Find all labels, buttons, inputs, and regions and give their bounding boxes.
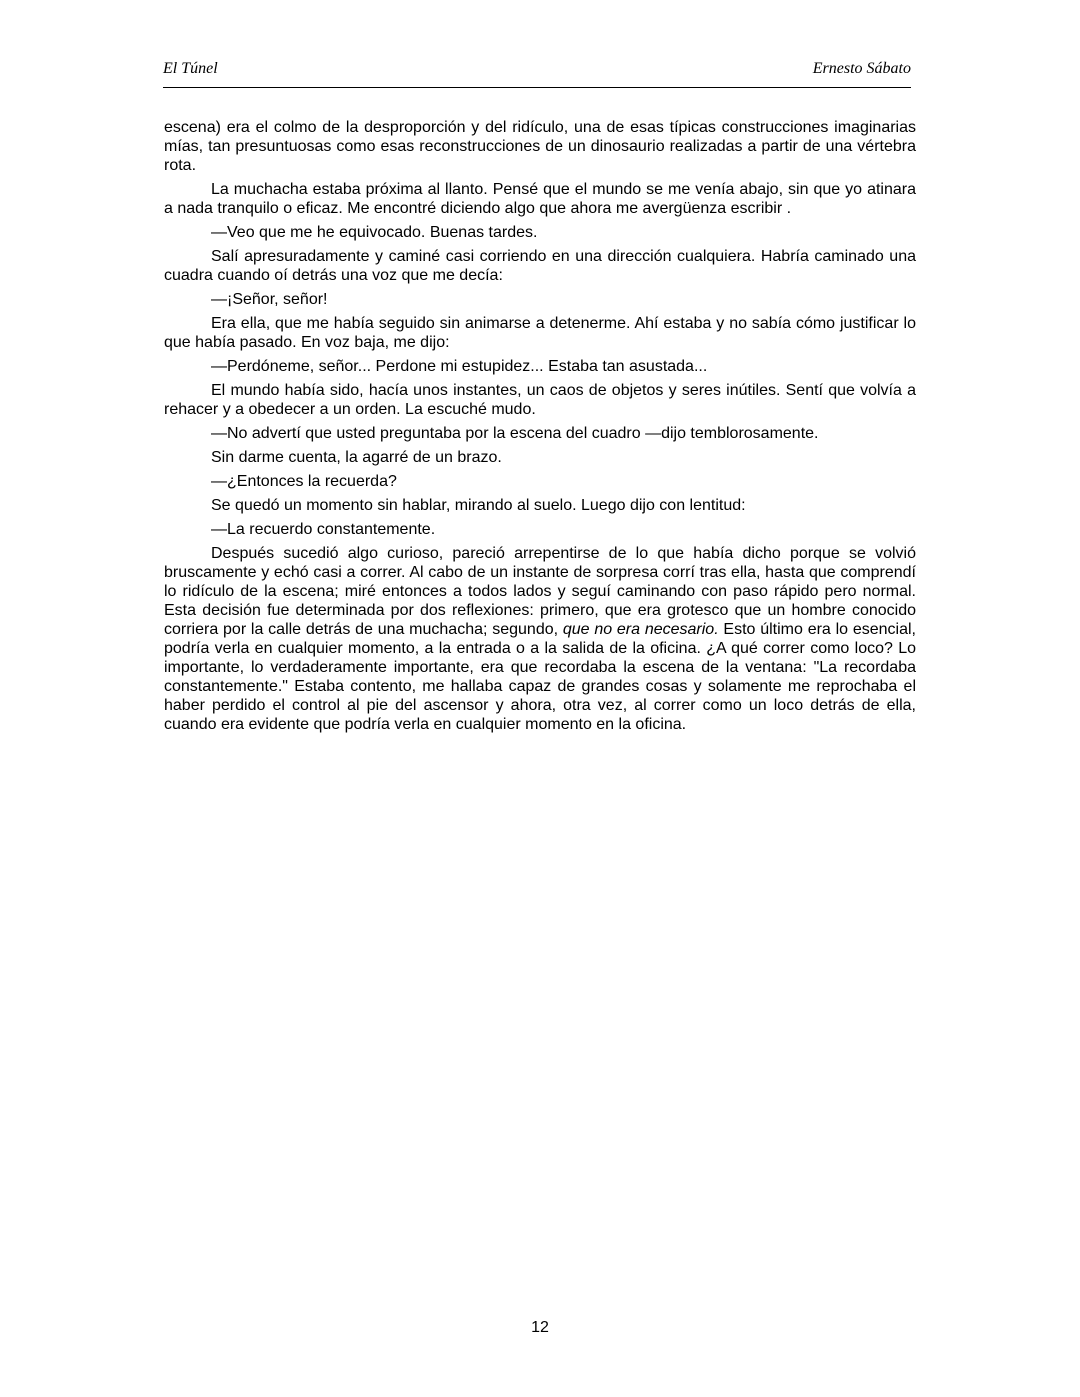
dialogue-line: —No advertí que usted preguntaba por la escena del cuadro —dijo temblorosamente. (211, 425, 819, 442)
page-body (164, 118, 916, 734)
dialogue-line: —Perdóneme, señor... Perdone mi estupidez... Estaba tan asustada... (211, 358, 708, 375)
paragraph: La muchacha estaba próxima al llanto. Pensé que el mundo se me venía abajo, sin que yo atinara a nada tranquilo o eficaz. Me encontré diciendo algo que ahora me avergüenza escribir . (164, 181, 916, 217)
dialogue-line: —¿Entonces la recuerda? (211, 473, 397, 490)
paragraph: El mundo había sido, hacía unos instantes, un caos de objetos y seres inútiles. Sentí que volvía a rehacer y a obedecer a un orden. La escuché mudo. (164, 382, 916, 418)
dialogue-line: —¡Señor, señor! (211, 291, 328, 308)
page-header (163, 57, 911, 88)
book-title: El Túnel (163, 60, 218, 77)
italic-phrase: que no era necesario. (562, 621, 719, 638)
page-number: 12 (531, 1319, 549, 1336)
paragraph (164, 544, 916, 734)
paragraph: Salí apresuradamente y caminé casi corriendo en una dirección cualquiera. Habría caminado una cuadra cuando oí detrás una voz que me decía: (164, 248, 916, 284)
paragraph-text: Esto último era lo esencial, podría verla en cualquier momento, a la entrada o a la salida de la oficina. ¿A qué correr como loco? Lo importante, lo verdaderamente importante, era que recordaba la escena de la ventana: "La recordaba constantemente." Estaba contento, me hallaba capaz de grandes cosas y solamente me reprochaba el haber perdido el control al pie del ascensor y ahora, otra vez, al correr como un loco detrás de ella, cuando era evidente que podría verla en cualquier momento en la oficina. (164, 621, 916, 733)
paragraph: Se quedó un momento sin hablar, mirando al suelo. Luego dijo con lentitud: (211, 497, 746, 514)
paragraph: Era ella, que me había seguido sin animarse a detenerme. Ahí estaba y no sabía cómo justificar lo que había pasado. En voz baja, me dijo: (164, 315, 916, 351)
paragraph: escena) era el colmo de la desproporción y del ridículo, una de esas típicas construcciones imaginarias mías, tan presuntuosas como esas reconstrucciones de un dinosaurio realizadas a partir de una vértebra rota. (164, 119, 916, 174)
dialogue-line: —La recuerdo constantemente. (211, 521, 436, 538)
paragraph-text: Después sucedió algo curioso, pareció arrepentirse de lo que había dicho porque se volvió bruscamente y echó casi a correr. Al cabo de un instante de sorpresa corrí tras ella, hasta que comprendí lo ridículo de la escena; miré entonces a todos lados y seguí caminando con paso rápido pero normal. Esta decisión fue determinada por dos reflexiones: primero, que era grotesco que un hombre conocido corriera por la calle detrás de una muchacha; segundo, (164, 545, 916, 638)
dialogue-line: —Veo que me he equivocado. Buenas tardes. (211, 224, 538, 241)
author-name: Ernesto Sábato (812, 60, 911, 77)
paragraph: Sin darme cuenta, la agarré de un brazo. (211, 449, 502, 466)
